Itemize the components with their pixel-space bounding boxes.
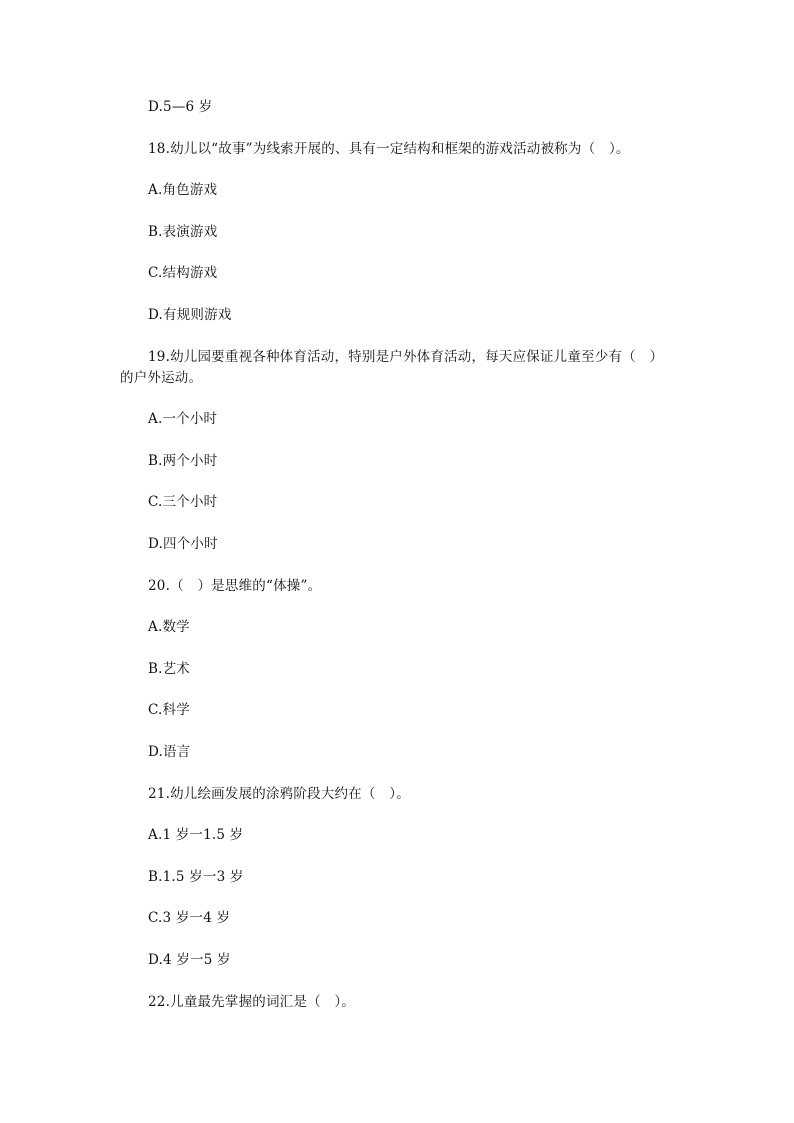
question-19: 19.幼儿园要重视各种体育活动，特别是户外体育活动，每天应保证儿童至少有（ ）	[148, 349, 664, 365]
option-18c: C.结构游戏	[148, 265, 218, 281]
question-18: 18.幼儿以“故事”为线索开展的、具有一定结构和框架的游戏活动被称为（ ）。	[148, 141, 630, 157]
option-19d: D.四个小时	[148, 536, 218, 552]
option-19c: C.三个小时	[148, 494, 218, 510]
option-17d: D.5—6 岁	[148, 99, 213, 115]
option-18b: B.表演游戏	[148, 224, 218, 240]
option-18a: A.角色游戏	[148, 182, 218, 198]
option-20c: C.科学	[148, 702, 190, 718]
option-21c: C.3 岁一4 岁	[148, 910, 231, 926]
option-21b: B.1.5 岁一3 岁	[148, 869, 244, 885]
option-21a: A.1 岁一1.5 岁	[148, 827, 244, 843]
option-19b: B.两个小时	[148, 453, 218, 469]
option-20a: A.数学	[148, 619, 190, 635]
option-21d: D.4 岁一5 岁	[148, 952, 231, 968]
option-20d: D.语言	[148, 744, 191, 760]
option-19a: A.一个小时	[148, 411, 218, 427]
question-19-continuation: 的户外运动。	[120, 370, 203, 386]
question-20: 20.（ ）是思维的“体操”。	[148, 578, 322, 594]
question-21: 21.幼儿绘画发展的涂鸦阶段大约在（ ）。	[148, 786, 410, 802]
option-20b: B.艺术	[148, 661, 191, 677]
option-18d: D.有规则游戏	[148, 307, 232, 323]
question-22: 22.儿童最先掌握的词汇是（ ）。	[148, 994, 356, 1010]
